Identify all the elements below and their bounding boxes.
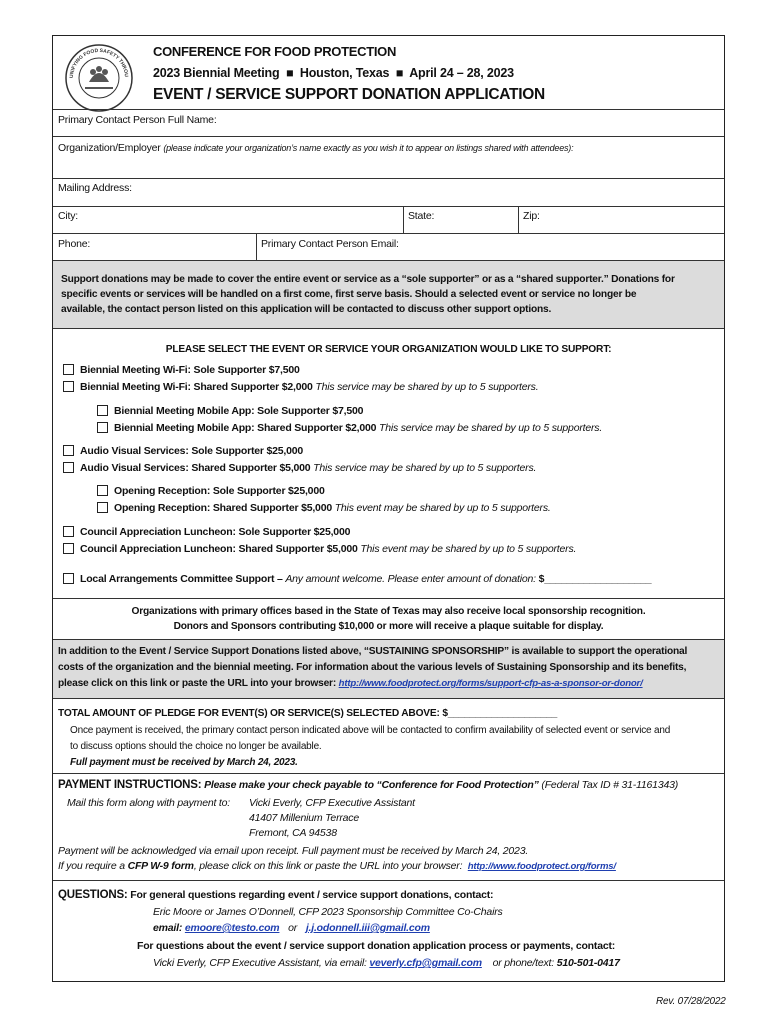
revision-date: Rev. 07/28/2022: [656, 996, 726, 1007]
checkbox[interactable]: [97, 502, 108, 513]
contact-name-field[interactable]: Primary Contact Person Full Name:: [58, 114, 217, 126]
option-local-arrangements[interactable]: [63, 573, 651, 585]
support-notice: [53, 261, 724, 328]
or-text: or: [288, 922, 298, 934]
option-label: Audio Visual Services: Sole Supporter $25,000: [80, 445, 304, 457]
contact-email-field[interactable]: Primary Contact Person Email:: [261, 238, 399, 250]
mail-address-line: Fremont, CA 94538: [249, 827, 337, 839]
sustaining-sponsorship: [53, 640, 724, 698]
email-link-vicki[interactable]: veverly.cfp@gmail.com: [369, 957, 482, 969]
form-title: EVENT / SERVICE SUPPORT DONATION APPLICATION: [153, 86, 545, 103]
meeting-dates: April 24 – 28, 2023: [409, 66, 514, 80]
option-label: Biennial Meeting Wi-Fi: Sole Supporter $7,500: [80, 364, 300, 376]
checkbox[interactable]: [63, 364, 74, 375]
questions-line: [58, 889, 493, 901]
city-field[interactable]: City:: [58, 210, 79, 222]
email-label: email:: [153, 922, 183, 934]
option-label: Biennial Meeting Mobile App: Sole Supporter $7,500: [114, 405, 364, 417]
payment-ack: Payment will be acknowledged via email upon receipt. Full payment must be received by March 24, 2023.: [58, 845, 529, 857]
option-note: This service may be shared by up to 5 supporters.: [378, 422, 603, 434]
organization-label: Organization/Employer: [58, 142, 161, 154]
option-label: Opening Reception: Sole Supporter $25,000: [114, 485, 325, 497]
option-app-shared[interactable]: [97, 422, 602, 434]
notice-line: Support donations may be made to cover the entire event or service as a “sole supporter” or as a “shared supporter.” Donations for: [61, 274, 675, 285]
phone-field[interactable]: Phone:: [58, 238, 91, 250]
option-note: This service may be shared by up to 5 supporters.: [315, 381, 539, 393]
phone-number: 510-501-0417: [556, 957, 620, 969]
bullet-icon: ■: [392, 66, 407, 80]
option-label: Opening Reception: Shared Supporter $5,000: [114, 502, 332, 514]
questions-text: For general questions regarding event / service support donations, contact:: [130, 889, 494, 901]
cfp-logo: [63, 42, 135, 114]
mail-address-line: Vicki Everly, CFP Executive Assistant: [249, 797, 415, 809]
option-luncheon-shared[interactable]: [63, 543, 576, 555]
payment-heading-line: [58, 779, 678, 791]
checkbox[interactable]: [63, 445, 74, 456]
checkbox[interactable]: [63, 573, 74, 584]
option-app-sole[interactable]: [97, 405, 363, 417]
option-label: Council Appreciation Luncheon: Sole Supporter $25,000: [80, 526, 351, 538]
option-wifi-shared[interactable]: [63, 381, 538, 393]
co-chairs: Eric Moore or James O’Donnell, CFP 2023 Sponsorship Committee Co-Chairs: [153, 906, 503, 918]
notice-line: specific events or services will be handled on a first come, first serve basis. Should a selected event or service no longer be: [61, 289, 637, 300]
pledge-text: to discuss options should the choice no longer be available.: [70, 741, 322, 752]
sponsor-link[interactable]: http://www.foodprotect.org/forms/support-cfp-as-a-sponsor-or-donor/: [338, 678, 643, 689]
mail-address-line: 41407 Millenium Terrace: [249, 812, 359, 824]
vicki-contact: [153, 957, 620, 969]
logo-text: UNIFYING FOOD SAFETY THROU: [68, 47, 130, 79]
texas-line: Organizations with primary offices based in the State of Texas may also receive local sponsorship recognition.: [131, 606, 646, 617]
option-reception-shared[interactable]: [97, 502, 551, 514]
organization-field[interactable]: [58, 142, 573, 154]
co-chair-emails: [153, 922, 430, 934]
checkbox[interactable]: [63, 543, 74, 554]
checkbox[interactable]: [63, 381, 74, 392]
meeting-location: Houston, Texas: [299, 66, 390, 80]
bullet-icon: ■: [282, 66, 297, 80]
option-av-sole[interactable]: [63, 445, 303, 457]
w9-form-name: CFP W-9 form: [127, 860, 194, 872]
zip-field[interactable]: Zip:: [523, 210, 540, 222]
sustaining-line: costs of the organization and the biennial meeting. For information about the various levels of Sustaining Sponsorship and its benefits,: [58, 662, 687, 673]
meeting-name: 2023 Biennial Meeting: [153, 66, 280, 80]
option-label: Biennial Meeting Wi-Fi: Shared Supporter $2,000: [80, 381, 313, 393]
w9-line: [58, 860, 616, 872]
meeting-info: [153, 66, 514, 80]
pledge-text: Once payment is received, the primary contact person indicated above will be contacted to confirm availability of selected event or service and: [70, 725, 671, 736]
option-label: Council Appreciation Luncheon: Shared Supporter $5,000: [80, 543, 358, 555]
total-pledge-field[interactable]: TOTAL AMOUNT OF PLEDGE FOR EVENT(S) OR SERVICE(S) SELECTED ABOVE: $____________________: [58, 708, 558, 719]
checkbox[interactable]: [97, 485, 108, 496]
w9-text: If you require a: [58, 860, 128, 872]
mailing-address-field[interactable]: Mailing Address:: [58, 182, 132, 194]
selection-heading: PLEASE SELECT THE EVENT OR SERVICE YOUR ORGANIZATION WOULD LIKE TO SUPPORT:: [165, 344, 612, 355]
mail-label: Mail this form along with payment to:: [67, 797, 231, 809]
option-av-shared[interactable]: [63, 462, 536, 474]
phone-label: or phone/text:: [492, 957, 554, 969]
tax-id: (Federal Tax ID # 31-1161343): [541, 779, 679, 791]
vicki-text: Vicki Everly, CFP Executive Assistant, via email:: [153, 957, 367, 969]
sustaining-text: please click on this link or paste the URL into your browser:: [58, 678, 337, 689]
application-form: [52, 35, 725, 982]
checkbox[interactable]: [63, 462, 74, 473]
payment-heading: PAYMENT INSTRUCTIONS:: [58, 779, 202, 791]
option-note: Any amount welcome. Please enter amount of donation:: [285, 573, 536, 585]
w9-text: , please click on this link or paste the URL into your browser:: [193, 860, 463, 872]
option-note: This service may be shared by up to 5 supporters.: [313, 462, 537, 474]
checkbox[interactable]: [97, 405, 108, 416]
w9-link[interactable]: http://www.foodprotect.org/forms/: [467, 861, 616, 872]
texas-line: Donors and Sponsors contributing $10,000 or more will receive a plaque suitable for display.: [173, 621, 604, 632]
pledge-deadline: Full payment must be received by March 24, 2023.: [70, 757, 298, 768]
notice-line: available, the contact person listed on this application will be contacted to discuss other support options.: [61, 304, 552, 315]
state-field[interactable]: State:: [408, 210, 435, 222]
option-luncheon-sole[interactable]: [63, 526, 350, 538]
svg-text:UNIFYING FOOD SAFETY THROUGH C: [63, 42, 129, 78]
option-reception-sole[interactable]: [97, 485, 325, 497]
option-note: This event may be shared by up to 5 supporters.: [334, 502, 551, 514]
payable-text: Please make your check payable to “Conference for Food Protection”: [204, 779, 539, 791]
sustaining-line: [58, 678, 643, 689]
organization-note: (please indicate your organization’s name exactly as you wish it to appear on listings shared with attendees):: [163, 143, 574, 153]
questions-text: For questions about the event / service support donation application process or payments, contact:: [137, 940, 616, 952]
option-note: This event may be shared by up to 5 supporters.: [360, 543, 577, 555]
donation-amount-field[interactable]: $___________________: [538, 573, 652, 585]
questions-heading: QUESTIONS:: [58, 889, 128, 901]
email-link-moore[interactable]: emoore@testo.com: [184, 922, 280, 934]
checkbox[interactable]: [63, 526, 74, 537]
sustaining-line: In addition to the Event / Service Support Donations listed above, “SUSTAINING SPONSORSHIP” is available to support the operational: [58, 646, 688, 657]
option-label: Local Arrangements Committee Support –: [80, 573, 283, 585]
option-label: Biennial Meeting Mobile App: Shared Supporter $2,000: [114, 422, 377, 434]
option-wifi-sole[interactable]: [63, 364, 300, 376]
option-label: Audio Visual Services: Shared Supporter $5,000: [80, 462, 311, 474]
org-title: CONFERENCE FOR FOOD PROTECTION: [153, 44, 397, 59]
email-link-odonnell[interactable]: j.j.odonnell.iii@gmail.com: [305, 922, 430, 934]
checkbox[interactable]: [97, 422, 108, 433]
